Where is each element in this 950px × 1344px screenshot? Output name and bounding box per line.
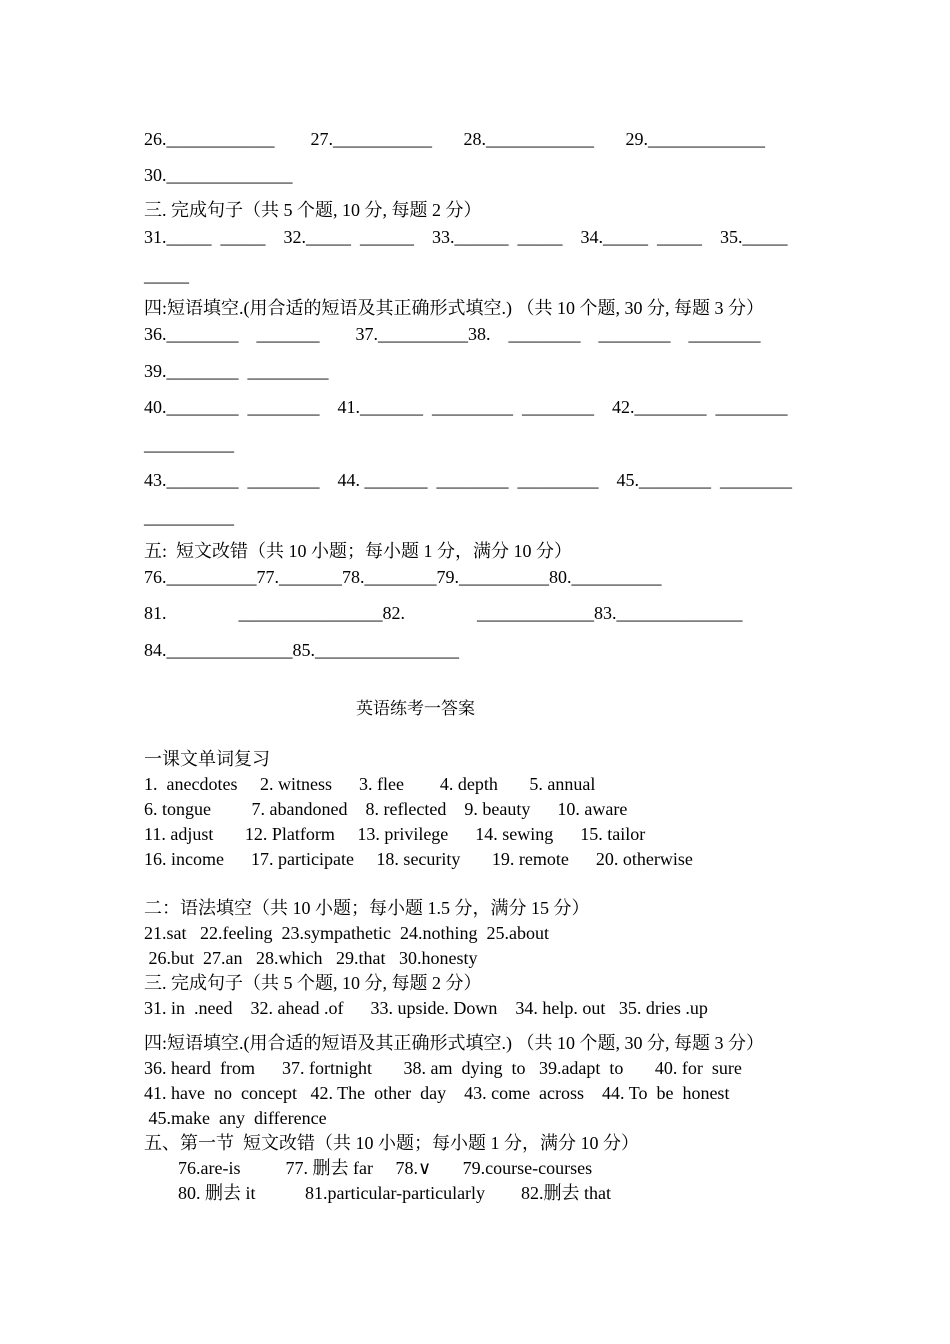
answer-section-1-title: 一课文单词复习 xyxy=(144,749,270,769)
blank-row-35-cont: _____ xyxy=(144,265,189,285)
blank-row-45-cont: __________ xyxy=(144,507,234,527)
blank-row-31-35: 31._____ _____ 32._____ ______ 33.______ _____ 34._____ _____ 35._____ xyxy=(144,227,788,247)
answer-line: 36. heard from 37. fortnight 38. am dying to 39.adapt to 40. for sure xyxy=(144,1058,742,1078)
answer-line: 31. in .need 32. ahead .of 33. upside. Down 34. help. out 35. dries .up xyxy=(144,998,708,1018)
answer-section-2-title: 二：语法填空（共 10 小题；每小题 1.5 分，满分 15 分） xyxy=(144,898,590,918)
blank-row-30: 30.______________ xyxy=(144,165,293,185)
section-3-title: 三. 完成句子（共 5 个题, 10 分, 每题 2 分） xyxy=(144,200,482,220)
blank-row-81-83: 81. ________________82. _____________83.______________ xyxy=(144,603,743,623)
blank-row-84-85: 84.______________85.________________ xyxy=(144,640,459,660)
blank-row-42-cont: __________ xyxy=(144,434,234,454)
section-4-title: 四:短语填空.(用合适的短语及其正确形式填空.) （共 10 个题, 30 分, 每题 3 分） xyxy=(144,298,764,318)
answer-section-4-title: 四:短语填空.(用合适的短语及其正确形式填空.) （共 10 个题, 30 分, 每题 3 分） xyxy=(144,1033,764,1053)
answer-section-5-title: 五、第一节 短文改错（共 10 小题；每小题 1 分，满分 10 分） xyxy=(144,1133,639,1153)
answer-key-title: 英语练考一答案 xyxy=(356,699,475,719)
blank-row-36-38: 36.________ _______ 37.__________38. ________ ________ ________ xyxy=(144,324,761,344)
blank-row-40-42: 40.________ ________ 41._______ _________ ________ 42.________ ________ xyxy=(144,397,788,417)
blank-row-43-45: 43.________ ________ 44. _______ ________ _________ 45.________ ________ xyxy=(144,470,792,490)
answer-line: 41. have no concept 42. The other day 43. come across 44. To be honest xyxy=(144,1083,730,1103)
answer-line: 6. tongue 7. abandoned 8. reflected 9. beauty 10. aware xyxy=(144,799,628,819)
answer-line: 16. income 17. participate 18. security 19. remote 20. otherwise xyxy=(144,849,693,869)
section-5-title: 五: 短文改错（共 10 小题；每小题 1 分，满分 10 分） xyxy=(144,541,572,561)
answer-line: 45.make any difference xyxy=(144,1108,327,1128)
answer-line: 11. adjust 12. Platform 13. privilege 14. sewing 15. tailor xyxy=(144,824,646,844)
answer-line: 76.are-is 77. 删去 far 78.∨ 79.course-courses xyxy=(178,1158,593,1178)
blank-row-39: 39.________ _________ xyxy=(144,361,329,381)
answer-line: 80. 删去 it 81.particular-particularly 82.删去 that xyxy=(178,1183,612,1203)
blank-row-76-80: 76.__________77._______78.________79.__________80.__________ xyxy=(144,567,662,587)
answer-line: 1. anecdotes 2. witness 3. flee 4. depth 5. annual xyxy=(144,774,596,794)
answer-section-3-title: 三. 完成句子（共 5 个题, 10 分, 每题 2 分） xyxy=(144,973,482,993)
answer-line: 21.sat 22.feeling 23.sympathetic 24.nothing 25.about xyxy=(144,923,549,943)
blank-row-26-29: 26.____________ 27.___________ 28.____________ 29._____________ xyxy=(144,129,765,149)
answer-line: 26.but 27.an 28.which 29.that 30.honesty xyxy=(144,948,478,968)
